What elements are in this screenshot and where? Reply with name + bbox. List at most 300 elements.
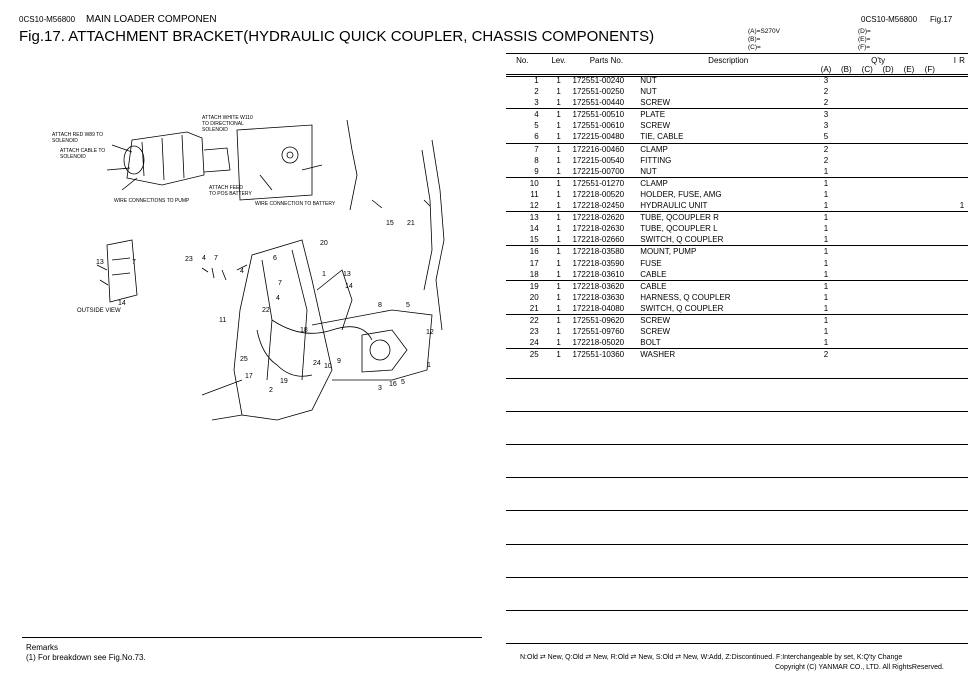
row-qty-f: [919, 212, 940, 224]
row-no: 7: [534, 144, 539, 154]
callout-label: 17: [245, 373, 253, 380]
row-qty-d: [878, 303, 899, 315]
page-title: Fig.17. ATTACHMENT BRACKET(HYDRAULIC QUICK COUPLER, CHASSIS COMPONENTS): [19, 28, 655, 45]
row-qty-a: 5: [823, 132, 829, 142]
row-i: [940, 246, 956, 258]
row-i: [940, 258, 956, 269]
row-no: 3: [534, 98, 539, 108]
row-qty-f: [919, 97, 940, 109]
note-wire-pump: WIRE CONNECTIONS TO PUMP: [114, 198, 190, 204]
row-description: CABLE: [640, 269, 667, 279]
row-r: [956, 212, 968, 224]
row-description: MOUNT, PUMP: [640, 247, 697, 257]
callout-label: 6: [273, 255, 277, 262]
table-row: [506, 246, 968, 258]
row-r: [956, 166, 968, 178]
row-level: 1: [556, 315, 561, 325]
callout-label: 11: [219, 317, 227, 324]
row-qty-a: 2: [823, 87, 829, 97]
model-d: (D)=: [858, 28, 871, 35]
parts-table-body: [506, 75, 968, 361]
row-r: [956, 109, 968, 121]
row-qty-c: [857, 143, 878, 155]
row-qty-b: [836, 303, 857, 315]
row-level: 1: [556, 350, 561, 360]
row-description: SWITCH, Q COUPLER: [640, 303, 724, 313]
row-qty-d: [878, 120, 899, 131]
row-qty-f: [919, 223, 940, 234]
table-row: [506, 212, 968, 224]
row-i: [940, 280, 956, 292]
row-no: 14: [529, 224, 539, 234]
remarks-rule: [22, 637, 482, 638]
row-qty-c: [857, 280, 878, 292]
row-qty-b: [836, 234, 857, 246]
row-qty-e: [899, 97, 920, 109]
table-row: [506, 349, 968, 361]
model-a: (A)=S270V: [748, 28, 780, 35]
callout-label: 1: [322, 271, 326, 278]
row-qty-c: [857, 326, 878, 337]
row-i: [940, 269, 956, 281]
row-description: CLAMP: [640, 178, 668, 188]
callout-label: 15: [386, 220, 394, 227]
row-level: 1: [556, 201, 561, 211]
blank-row-rule: [506, 577, 968, 578]
table-row: [506, 155, 968, 166]
table-row: [506, 97, 968, 109]
callout-label: 23: [185, 256, 193, 263]
callout-label: 10: [324, 363, 332, 370]
row-qty-f: [919, 109, 940, 121]
table-row: [506, 303, 968, 315]
row-part-number: 172218-02450: [572, 201, 625, 211]
note-attach-feed: ATTACH FEED TO POS BATTERY: [209, 185, 252, 197]
row-qty-a: 1: [823, 258, 829, 268]
table-header-rule: [506, 76, 968, 77]
row-qty-e: [899, 258, 920, 269]
col-i: I: [953, 56, 956, 65]
row-no: 8: [534, 155, 539, 165]
row-description: CLAMP: [640, 144, 668, 154]
model-b: (B)=: [748, 36, 761, 43]
row-i: [940, 131, 956, 143]
row-qty-c: [857, 303, 878, 315]
callout-label: 3: [378, 385, 382, 392]
row-qty-c: [857, 97, 878, 109]
callout-label: 5: [401, 379, 405, 386]
row-qty-b: [836, 166, 857, 178]
row-qty-f: [919, 166, 940, 178]
row-qty-a: 2: [823, 350, 829, 360]
row-level: 1: [556, 121, 561, 131]
row-qty-d: [878, 177, 899, 189]
row-qty-b: [836, 97, 857, 109]
row-qty-a: 1: [823, 201, 829, 211]
table-row: [506, 177, 968, 189]
row-qty-c: [857, 86, 878, 97]
row-qty-c: [857, 292, 878, 303]
model-c: (C)=: [748, 44, 761, 51]
row-qty-a: 1: [823, 166, 829, 176]
model-e: (E)=: [858, 36, 871, 43]
row-qty-a: 1: [823, 292, 829, 302]
row-qty-d: [878, 200, 899, 212]
row-qty-f: [919, 326, 940, 337]
row-level: 1: [556, 292, 561, 302]
row-part-number: 172218-03620: [572, 281, 625, 291]
table-row: [506, 314, 968, 326]
row-description: SCREW: [640, 327, 671, 337]
row-i: [940, 155, 956, 166]
row-qty-b: [836, 212, 857, 224]
row-qty-f: [919, 314, 940, 326]
row-part-number: 172551-01270: [572, 178, 625, 188]
row-r: [956, 223, 968, 234]
row-i: [940, 120, 956, 131]
row-description: CABLE: [640, 281, 667, 291]
row-qty-a: 3: [823, 76, 829, 85]
row-level: 1: [556, 110, 561, 120]
row-no: 13: [529, 213, 539, 223]
callout-label: 1: [427, 362, 431, 369]
row-part-number: 172218-03610: [572, 269, 625, 279]
blank-row-rule: [506, 444, 968, 445]
row-qty-a: 1: [823, 247, 829, 257]
row-part-number: 172215-00480: [572, 132, 625, 142]
section-subtitle: MAIN LOADER COMPONEN: [86, 14, 217, 25]
catalog-code-right: 0CS10-M56800: [861, 15, 918, 24]
col-b: (B): [841, 65, 852, 74]
callout-label: 19: [280, 378, 288, 385]
row-no: 6: [534, 132, 539, 142]
callout-label: 4: [276, 295, 280, 302]
note-attach-red: ATTACH RED W89 TO SOLENOID: [52, 132, 104, 144]
row-level: 1: [556, 98, 561, 108]
note-wire-battery: WIRE CONNECTION TO BATTERY: [255, 201, 336, 207]
blank-row-rule: [506, 610, 968, 611]
col-r: R: [959, 56, 965, 65]
row-part-number: 172551-09620: [572, 315, 625, 325]
row-qty-d: [878, 155, 899, 166]
row-qty-b: [836, 143, 857, 155]
row-part-number: 172216-00460: [572, 144, 625, 154]
row-qty-e: [899, 177, 920, 189]
row-qty-d: [878, 86, 899, 97]
row-level: 1: [556, 213, 561, 223]
row-part-number: 172218-05020: [572, 338, 625, 348]
row-qty-a: 1: [823, 281, 829, 291]
row-qty-d: [878, 292, 899, 303]
row-qty-d: [878, 109, 899, 121]
row-qty-f: [919, 269, 940, 281]
row-qty-c: [857, 349, 878, 361]
row-qty-d: [878, 97, 899, 109]
row-description: FITTING: [640, 155, 672, 165]
table-header-row: [506, 56, 968, 65]
row-qty-a: 1: [823, 269, 829, 279]
row-qty-d: [878, 314, 899, 326]
row-qty-c: [857, 269, 878, 281]
row-qty-e: [899, 212, 920, 224]
copyright: Copyright (C) YANMAR CO., LTD. All RightsReserved.: [775, 664, 944, 671]
row-qty-e: [899, 314, 920, 326]
table-row: [506, 200, 968, 212]
row-i: [940, 86, 956, 97]
row-qty-a: 1: [823, 327, 829, 337]
row-r: [956, 246, 968, 258]
row-qty-d: [878, 166, 899, 178]
row-description: TIE, CABLE: [640, 132, 684, 142]
row-r: [956, 86, 968, 97]
col-d: (D): [882, 65, 894, 74]
row-r: [956, 258, 968, 269]
callout-label: 14: [118, 300, 126, 307]
row-part-number: 172218-03590: [572, 258, 625, 268]
row-qty-a: 1: [823, 224, 829, 234]
row-qty-f: [919, 120, 940, 131]
row-description: SCREW: [640, 315, 671, 325]
table-row: [506, 109, 968, 121]
row-no: 18: [529, 269, 539, 279]
callout-label: 5: [406, 302, 410, 309]
exploded-parts-diagram: [12, 80, 492, 500]
row-i: [940, 212, 956, 224]
blank-row-rule: [506, 643, 968, 644]
row-i: [940, 314, 956, 326]
table-row: [506, 326, 968, 337]
row-no: 24: [529, 338, 539, 348]
row-qty-b: [836, 189, 857, 200]
row-r: [956, 337, 968, 349]
row-part-number: 172218-04080: [572, 303, 625, 313]
row-qty-b: [836, 292, 857, 303]
table-subheader-row: [506, 65, 968, 75]
row-qty-f: [919, 155, 940, 166]
row-r: [956, 269, 968, 281]
row-qty-f: [919, 337, 940, 349]
table-row: [506, 258, 968, 269]
row-no: 2: [534, 87, 539, 97]
row-description: HARNESS, Q COUPLER: [640, 292, 731, 302]
row-no: 9: [534, 166, 539, 176]
row-r: [956, 303, 968, 315]
row-qty-e: [899, 143, 920, 155]
row-level: 1: [556, 281, 561, 291]
row-qty-b: [836, 269, 857, 281]
row-qty-e: [899, 349, 920, 361]
row-qty-d: [878, 246, 899, 258]
row-level: 1: [556, 87, 561, 97]
row-description: HYDRAULIC UNIT: [640, 201, 708, 211]
table-row: [506, 120, 968, 131]
row-qty-d: [878, 258, 899, 269]
col-description: Description: [708, 56, 749, 65]
row-part-number: 172551-00250: [572, 87, 625, 97]
col-parts-no: Parts No.: [589, 56, 624, 65]
row-r: [956, 314, 968, 326]
row-qty-f: [919, 292, 940, 303]
row-r: [956, 280, 968, 292]
callout-label: 7: [132, 259, 136, 266]
row-qty-c: [857, 246, 878, 258]
callout-label: 14: [345, 283, 353, 290]
row-qty-d: [878, 143, 899, 155]
table-row: [506, 280, 968, 292]
row-r: [956, 143, 968, 155]
row-qty-d: [878, 131, 899, 143]
row-i: [940, 349, 956, 361]
row-qty-e: [899, 337, 920, 349]
table-row: [506, 131, 968, 143]
row-qty-e: [899, 155, 920, 166]
row-description: SWITCH, Q COUPLER: [640, 235, 724, 245]
row-r: [956, 131, 968, 143]
remarks-line: (1) For breakdown see Fig.No.73.: [26, 653, 146, 662]
row-description: NUT: [640, 87, 657, 97]
row-part-number: 172218-02630: [572, 224, 625, 234]
row-level: 1: [556, 178, 561, 188]
row-qty-f: [919, 349, 940, 361]
row-description: TUBE, QCOUPLER R: [640, 213, 719, 223]
row-qty-a: 3: [823, 110, 829, 120]
callout-label: 22: [262, 307, 270, 314]
row-qty-d: [878, 280, 899, 292]
col-e: (E): [903, 65, 915, 74]
callout-label: 13: [96, 259, 104, 266]
row-qty-f: [919, 280, 940, 292]
row-description: TUBE, QCOUPLER L: [640, 224, 718, 234]
callout-label: 7: [278, 280, 282, 287]
blank-row-rule: [506, 510, 968, 511]
row-qty-c: [857, 223, 878, 234]
row-qty-e: [899, 246, 920, 258]
row-no: 10: [529, 178, 539, 188]
callout-label: 12: [426, 329, 434, 336]
row-qty-a: 1: [823, 338, 829, 348]
row-qty-d: [878, 326, 899, 337]
row-i: [940, 200, 956, 212]
row-qty-e: [899, 292, 920, 303]
callout-label: 7: [214, 255, 218, 262]
row-no: 21: [529, 303, 539, 313]
row-qty-d: [878, 223, 899, 234]
row-no: 1: [534, 76, 539, 85]
row-qty-e: [899, 280, 920, 292]
col-c: (C): [861, 65, 873, 74]
row-qty-b: [836, 109, 857, 121]
callout-label: 16: [389, 381, 397, 388]
row-no: 25: [529, 350, 539, 360]
row-i: [940, 109, 956, 121]
row-qty-f: [919, 131, 940, 143]
table-row: [506, 166, 968, 178]
row-qty-b: [836, 120, 857, 131]
row-description: SCREW: [640, 121, 671, 131]
row-no: 16: [529, 247, 539, 257]
row-qty-f: [919, 258, 940, 269]
callout-label: 13: [343, 271, 351, 278]
row-r: [956, 292, 968, 303]
row-qty-b: [836, 314, 857, 326]
row-qty-a: 3: [823, 121, 829, 131]
remarks-title: Remarks: [26, 643, 59, 652]
callout-label: 18: [300, 327, 308, 334]
row-r: [956, 120, 968, 131]
row-qty-d: [878, 269, 899, 281]
blank-row-rule: [506, 544, 968, 545]
row-qty-c: [857, 189, 878, 200]
model-list-right: [858, 28, 871, 52]
row-level: 1: [556, 76, 561, 85]
row-part-number: 172551-00240: [572, 76, 625, 85]
row-r: [956, 177, 968, 189]
row-qty-a: 1: [823, 213, 829, 223]
row-level: 1: [556, 155, 561, 165]
table-row: [506, 269, 968, 281]
table-row: [506, 86, 968, 97]
row-qty-e: [899, 200, 920, 212]
row-qty-c: [857, 258, 878, 269]
row-part-number: 172551-10360: [572, 350, 625, 360]
row-qty-c: [857, 177, 878, 189]
row-qty-b: [836, 200, 857, 212]
row-qty-a: 2: [823, 98, 829, 108]
catalog-code: 0CS10-M56800: [19, 15, 76, 24]
row-i: [940, 143, 956, 155]
row-qty-d: [878, 349, 899, 361]
row-level: 1: [556, 144, 561, 154]
row-no: 22: [529, 315, 539, 325]
row-level: 1: [556, 269, 561, 279]
row-no: 17: [529, 258, 539, 268]
blank-row-rule: [506, 411, 968, 412]
row-no: 19: [529, 281, 539, 291]
callout-label: 4: [202, 255, 206, 262]
row-qty-f: [919, 200, 940, 212]
row-level: 1: [556, 166, 561, 176]
row-qty-e: [899, 109, 920, 121]
row-no: 4: [534, 110, 539, 120]
callout-label: 2: [269, 387, 273, 394]
row-level: 1: [556, 132, 561, 142]
row-qty-a: 1: [823, 303, 829, 313]
row-no: 15: [529, 235, 539, 245]
row-qty-c: [857, 337, 878, 349]
row-part-number: 172215-00540: [572, 155, 625, 165]
row-i: [940, 337, 956, 349]
callout-label: 8: [378, 302, 382, 309]
blank-row-rule: [506, 378, 968, 379]
row-qty-c: [857, 131, 878, 143]
table-row: [506, 189, 968, 200]
row-r: [956, 189, 968, 200]
row-level: 1: [556, 247, 561, 257]
row-no: 20: [529, 292, 539, 302]
row-qty-b: [836, 155, 857, 166]
callout-label: 20: [320, 240, 328, 247]
row-qty-a: 2: [823, 155, 829, 165]
row-description: NUT: [640, 76, 657, 85]
row-no: 12: [529, 201, 539, 211]
table-row: [506, 234, 968, 246]
row-i: [940, 326, 956, 337]
row-level: 1: [556, 338, 561, 348]
callout-label: 4: [240, 268, 244, 275]
row-qty-a: 1: [823, 315, 829, 325]
row-qty-d: [878, 212, 899, 224]
row-qty-c: [857, 234, 878, 246]
